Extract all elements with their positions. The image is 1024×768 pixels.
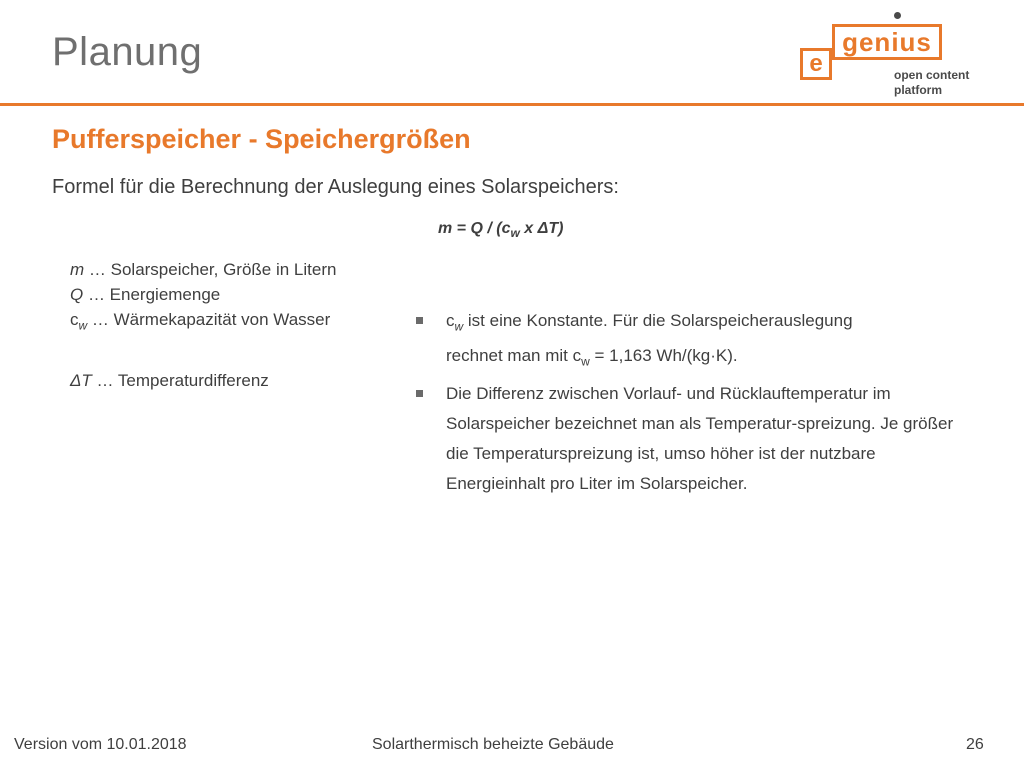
legend-symbol-q: Q [70, 285, 84, 304]
logo-tagline-line2: platform [894, 83, 942, 97]
legend-item-dt [70, 368, 400, 393]
legend-text-q: … Energiemenge [83, 285, 221, 304]
bullet1-sub: w [454, 319, 464, 334]
bullet-item-spreizung [412, 379, 972, 499]
bullet1-text1: ist eine Konstante. Für die Solarspeicherauslegung [463, 311, 853, 330]
logo-brand: genius [832, 24, 942, 60]
legend-symbol-dt: ΔT [70, 371, 92, 391]
variable-legend [70, 257, 400, 393]
legend-text-cw: … Wärmekapazität von Wasser [87, 310, 331, 329]
bullet1-text2: rechnet man mit c [446, 346, 582, 366]
bullet2-text: Die Differenz zwischen Vorlauf- und Rücklauftemperatur im Solarspeicher bezeichnet man als Temperatur-spreizung. Je größer die Temperaturspreizung ist, umso höher ist der nutzbare Energieinhalt pro Liter im Solarspeicher. [446, 383, 954, 493]
formula-right: x ΔT) [519, 220, 564, 237]
bullet1-text3: = 1,163 Wh/(kg·K). [589, 346, 738, 366]
formula-left: m = Q / (c [438, 220, 511, 237]
footer-topic: Solarthermisch beheizte Gebäude [372, 736, 614, 753]
legend-item-m [70, 257, 400, 282]
section-subtitle: Pufferspeicher - Speichergrößen [52, 124, 471, 154]
bullet-item-constant [412, 306, 972, 377]
bullet-list [412, 306, 972, 501]
bullet-square-icon [416, 317, 423, 324]
formula-sub: w [510, 226, 520, 241]
slide-title: Planung [52, 30, 203, 74]
bullet1-symbol: c [446, 311, 455, 330]
bullet1-sub2: w [581, 354, 590, 369]
legend-symbol-cw: c [70, 310, 79, 329]
legend-text-m: … Solarspeicher, Größe in Litern [84, 260, 337, 279]
formula [438, 220, 563, 240]
footer-page-number: 26 [966, 736, 984, 753]
legend-item-cw [70, 307, 400, 338]
legend-item-q [70, 282, 400, 307]
logo-tagline-line1: open content [894, 68, 970, 82]
logo-dot-icon [894, 12, 901, 19]
bullet-square-icon [416, 390, 423, 397]
logo-letter: e [800, 48, 832, 80]
genius-logo [796, 10, 986, 100]
legend-text-dt: … Temperaturdifferenz [91, 371, 269, 391]
legend-symbol-cw-sub: w [78, 318, 88, 333]
footer-version: Version vom 10.01.2018 [14, 736, 187, 753]
header-divider [0, 103, 1024, 106]
intro-text: Formel für die Berechnung der Auslegung eines Solarspeichers: [52, 176, 619, 198]
legend-symbol-m: m [70, 260, 85, 279]
logo-tagline [894, 68, 969, 98]
